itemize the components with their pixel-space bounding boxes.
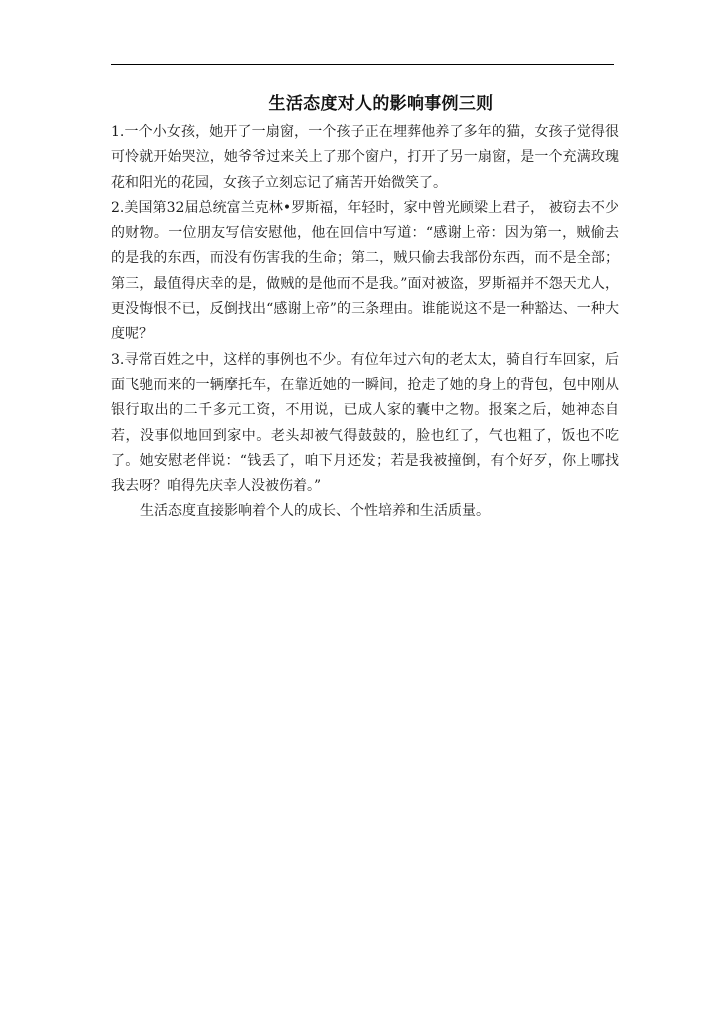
header-rule bbox=[111, 64, 614, 65]
document-body bbox=[111, 120, 619, 525]
paragraph-example-2: 2.美国第32届总统富兰克林•罗斯福，年轻时，家中曾光顾梁上君子， 被窃去不少的财物。一位朋友写信安慰他，他在回信中写道：“感谢上帝：因为第一，贼偷去的是我的东西，而没有伤害我的生命；第二，贼只偷去我部份东西，而不是全部；第三，最值得庆幸的是，做贼的是他而不是我。”面对被盗，罗斯福并不怨天尤人，更没悔恨不已，反倒找出“感谢上帝”的三条理由。谁能说这不是一种豁达、一种大度呢？ bbox=[111, 199, 619, 343]
paragraph-conclusion: 生活态度直接影响着个人的成长、个性培养和生活质量。 bbox=[140, 503, 490, 520]
document-title: 生活态度对人的影响事例三则 bbox=[268, 94, 494, 114]
paragraph-example-3: 3.寻常百姓之中，这样的事例也不少。有位年过六旬的老太太，骑自行车回家，后面飞驰而来的一辆摩托车，在靠近她的一瞬间，抢走了她的身上的背包，包中刚从银行取出的二千多元工资，不用说，已成人家的囊中之物。报案之后，她神态自若，没事似地回到家中。老头却被气得鼓鼓的，脸也红了，气也粗了，饭也不吃了。她安慰老伴说：“钱丢了，咱下月还发；若是我被撞倒，有个好歹，你上哪找我去呀？咱得先庆幸人没被伤着。” bbox=[111, 351, 619, 495]
paragraph-example-1: 1.一个小女孩，她开了一扇窗，一个孩子正在埋葬他养了多年的猫，女孩子觉得很可怜就开始哭泣，她爷爷过来关上了那个窗户，打开了另一扇窗，是一个充满玫瑰花和阳光的花园，女孩子立刻忘记了痛苦开始微笑了。 bbox=[111, 124, 619, 191]
